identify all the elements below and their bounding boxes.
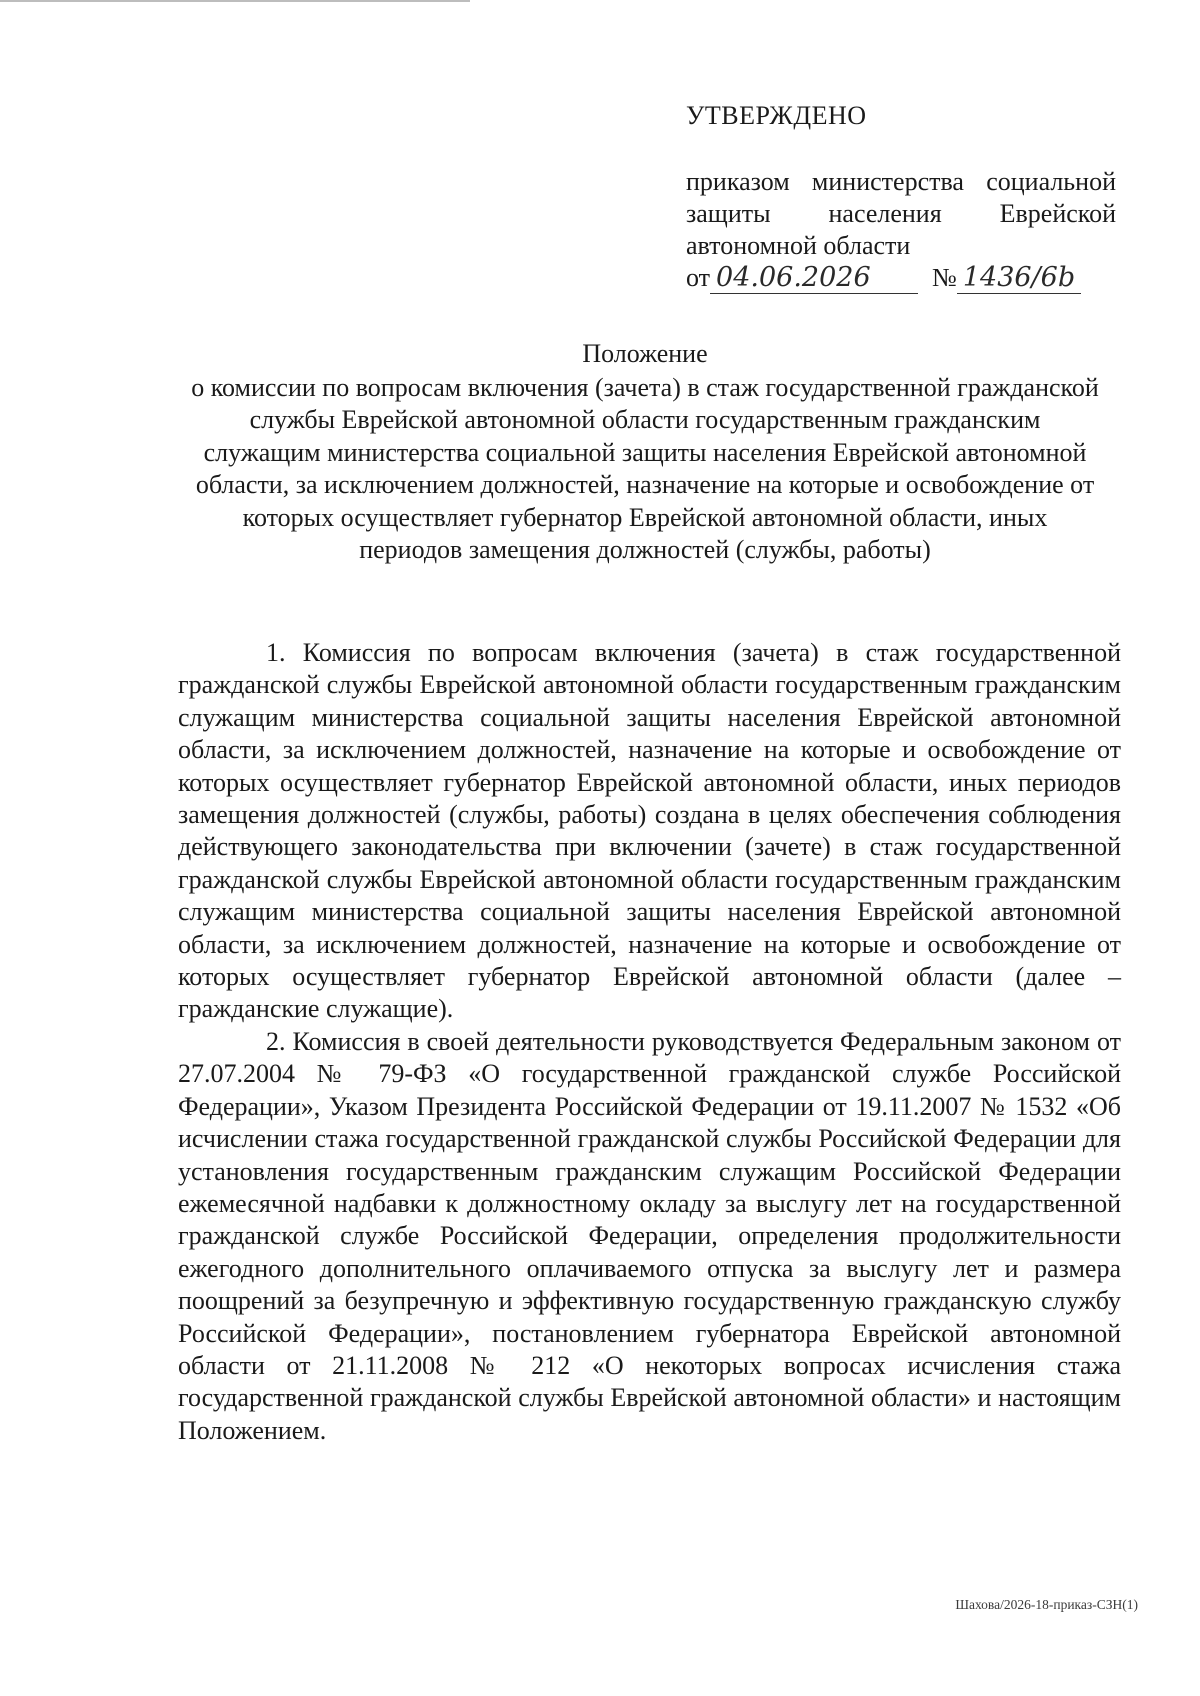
footer-file-code: Шахова/2026-18-приказ-СЗН(1)	[955, 1597, 1138, 1612]
order-number-label: №	[932, 263, 957, 292]
document-title-heading: Положение	[582, 339, 708, 368]
order-number-handwritten: 1436/6b	[957, 263, 1081, 294]
approval-order-line	[686, 262, 1116, 294]
scan-edge-line	[0, 0, 470, 2]
order-from-label: от	[686, 263, 711, 292]
document-title-text: о комиссии по вопросам включения (зачета) в стаж государственной гражданской службы Еврейской автономной области государственным гражданским служащим министерства социальной защиты населения Еврейской автономной области, за исключением должностей, назначение на которые и освобождение от которых осуществляет губернатор Еврейской автономной области, иных периодов замещения должностей (службы, работы)	[191, 372, 1099, 564]
paragraph-1: 1. Комиссия по вопросам включения (зачета) в стаж государственной гражданской службы Еврейской автономной области государственным гражданским служащим министерства социальной защиты населения Еврейской автономной области, за исключением должностей, назначение на которые и освобождение от которых осуществляет губернатор Еврейской автономной области, иных периодов замещения должностей (службы, работы) создана в целях обеспечения соблюдения действующего законодательства при включении (зачете) в стаж государственной гражданской службы Еврейской автономной области государственным гражданским служащим министерства социальной защиты населения Еврейской автономной области, за исключением должностей, назначение на которые и освобождение от которых осуществляет губернатор Еврейской автономной области (далее – гражданские служащие).	[178, 638, 1121, 1024]
approval-block	[686, 100, 1116, 294]
document-body	[178, 637, 1121, 1447]
document-title	[190, 338, 1100, 567]
paragraph-2: 2. Комиссия в своей деятельности руководствуется Федеральным законом от 27.07.2004 № 79-ФЗ «О государственной гражданской службе Российской Федерации», Указом Президента Российской Федерации от 19.11.2007 № 1532 «Об исчислении стажа государственной гражданской службы Российской Федерации для установления государственным гражданским служащим Российской Федерации ежемесячной надбавки к должностному окладу за выслугу лет на государственной гражданской службе Российской Федерации, определения продолжительности ежегодного дополнительного оплачиваемого отпуска за выслугу лет и размера поощрений за безупречную и эффективную государственную гражданскую службу Российской Федерации», постановлением губернатора Еврейской автономной области от 21.11.2008 № 212 «О некоторых вопросах исчисления стажа государственной гражданской службы Еврейской автономной области» и настоящим Положением.	[178, 1026, 1121, 1445]
approval-order-text: приказом министерства социальной защиты населения Еврейской автономной области	[686, 167, 1116, 260]
approval-title: УТВЕРЖДЕНО	[686, 101, 867, 130]
order-date-handwritten: 04.06.2026	[710, 263, 918, 294]
